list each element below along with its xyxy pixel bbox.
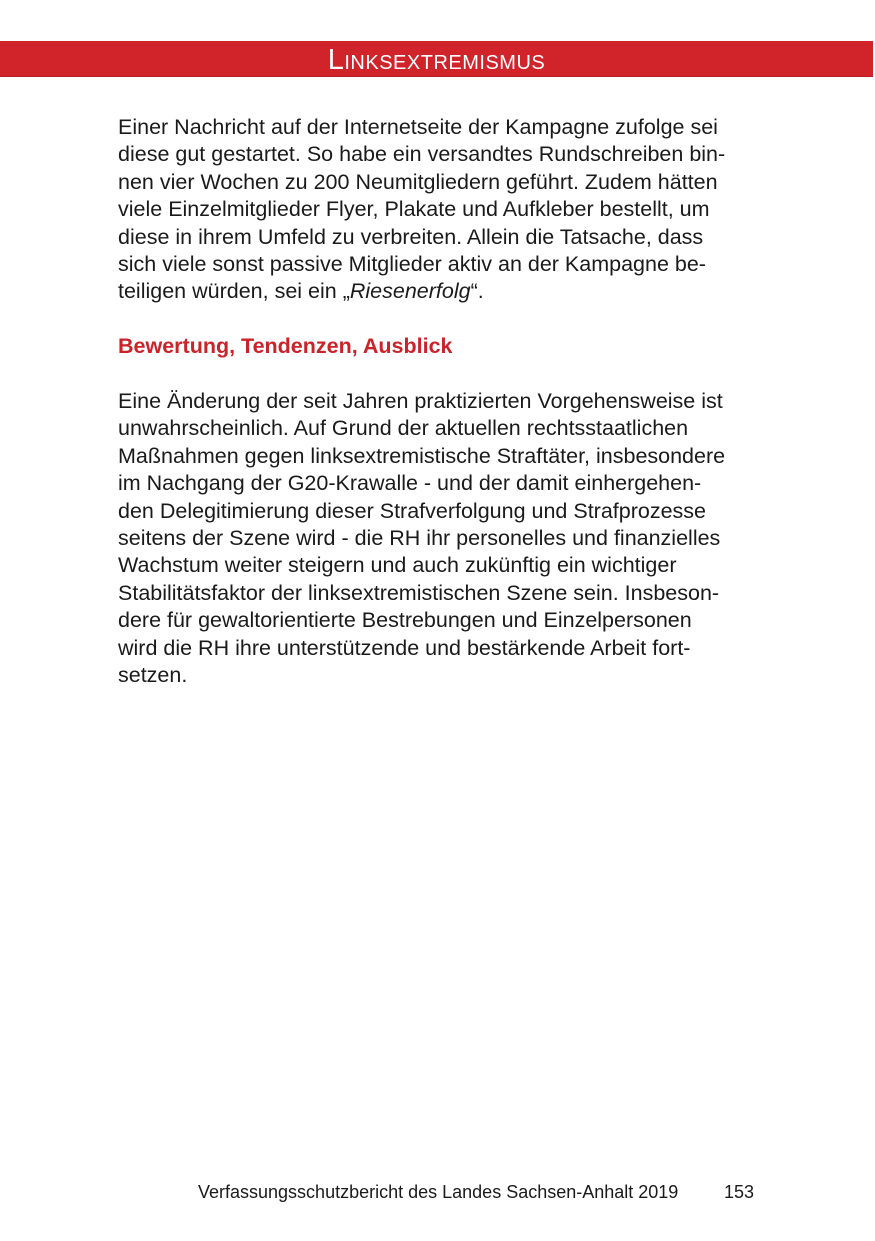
last-line-suffix: “.	[470, 279, 484, 304]
paragraph-line: sich viele sonst passive Mitglieder aktiv an der Kampagne be-	[118, 252, 706, 277]
paragraph-line: wird die RH ihre unterstützende und bestärkende Arbeit fort-	[118, 635, 691, 660]
paragraph-line: Maßnahmen gegen linksextremistische Straftäter, insbesondere	[118, 443, 726, 468]
chapter-header-bar	[0, 41, 873, 77]
paragraph-line: dere für gewaltorientierte Bestrebungen und Einzelpersonen	[118, 608, 692, 633]
paragraph-last-line	[118, 278, 758, 305]
paragraph-line: seitens der Szene wird - die RH ihr personelles und finanzielles	[118, 526, 721, 551]
paragraph-line: Einer Nachricht auf der Internetseite der Kampagne zufolge sei	[118, 115, 718, 139]
section-heading: Bewertung, Tendenzen, Ausblick	[118, 334, 453, 359]
spacer	[118, 306, 758, 333]
spacer	[118, 361, 758, 388]
paragraph-line: diese gut gestartet. So habe ein versandtes Rundschreiben bin-	[118, 142, 726, 167]
paragraph-line: Wachstum weiter steigern und auch zukünftig ein wichtiger	[118, 553, 677, 578]
footer-publication-title: Verfassungsschutzbericht des Landes Sachsen-Anhalt 2019	[198, 1182, 679, 1202]
paragraph-line: Eine Änderung der seit Jahren praktizierten Vorgehensweise ist	[118, 389, 723, 414]
body-paragraph-2	[118, 388, 758, 689]
body-paragraph-1	[118, 114, 758, 306]
paragraph-line: im Nachgang der G20-Krawalle - und der damit einhergehen-	[118, 471, 702, 496]
paragraph-line: diese in ihrem Umfeld zu verbreiten. Allein die Tatsache, dass	[118, 224, 704, 249]
paragraph-line: setzen.	[118, 663, 188, 688]
quote-italic: Riesenerfolg	[349, 279, 471, 304]
page-content	[118, 114, 758, 690]
chapter-title: Linksextremismus	[327, 44, 546, 76]
paragraph-line: viele Einzelmitglieder Flyer, Plakate und Aufkleber bestellt, um	[118, 197, 710, 222]
page-number: 153	[724, 1182, 755, 1202]
paragraph-line: nen vier Wochen zu 200 Neumitgliedern geführt. Zudem hätten	[118, 169, 718, 194]
last-line-prefix: teiligen würden, sei ein „	[118, 279, 350, 304]
paragraph-line: Stabilitätsfaktor der linksextremistischen Szene sein. Insbeson-	[118, 580, 720, 605]
paragraph-line: den Delegitimierung dieser Strafverfolgung und Strafprozesse	[118, 498, 706, 523]
paragraph-line: unwahrscheinlich. Auf Grund der aktuellen rechtsstaatlichen	[118, 416, 689, 441]
